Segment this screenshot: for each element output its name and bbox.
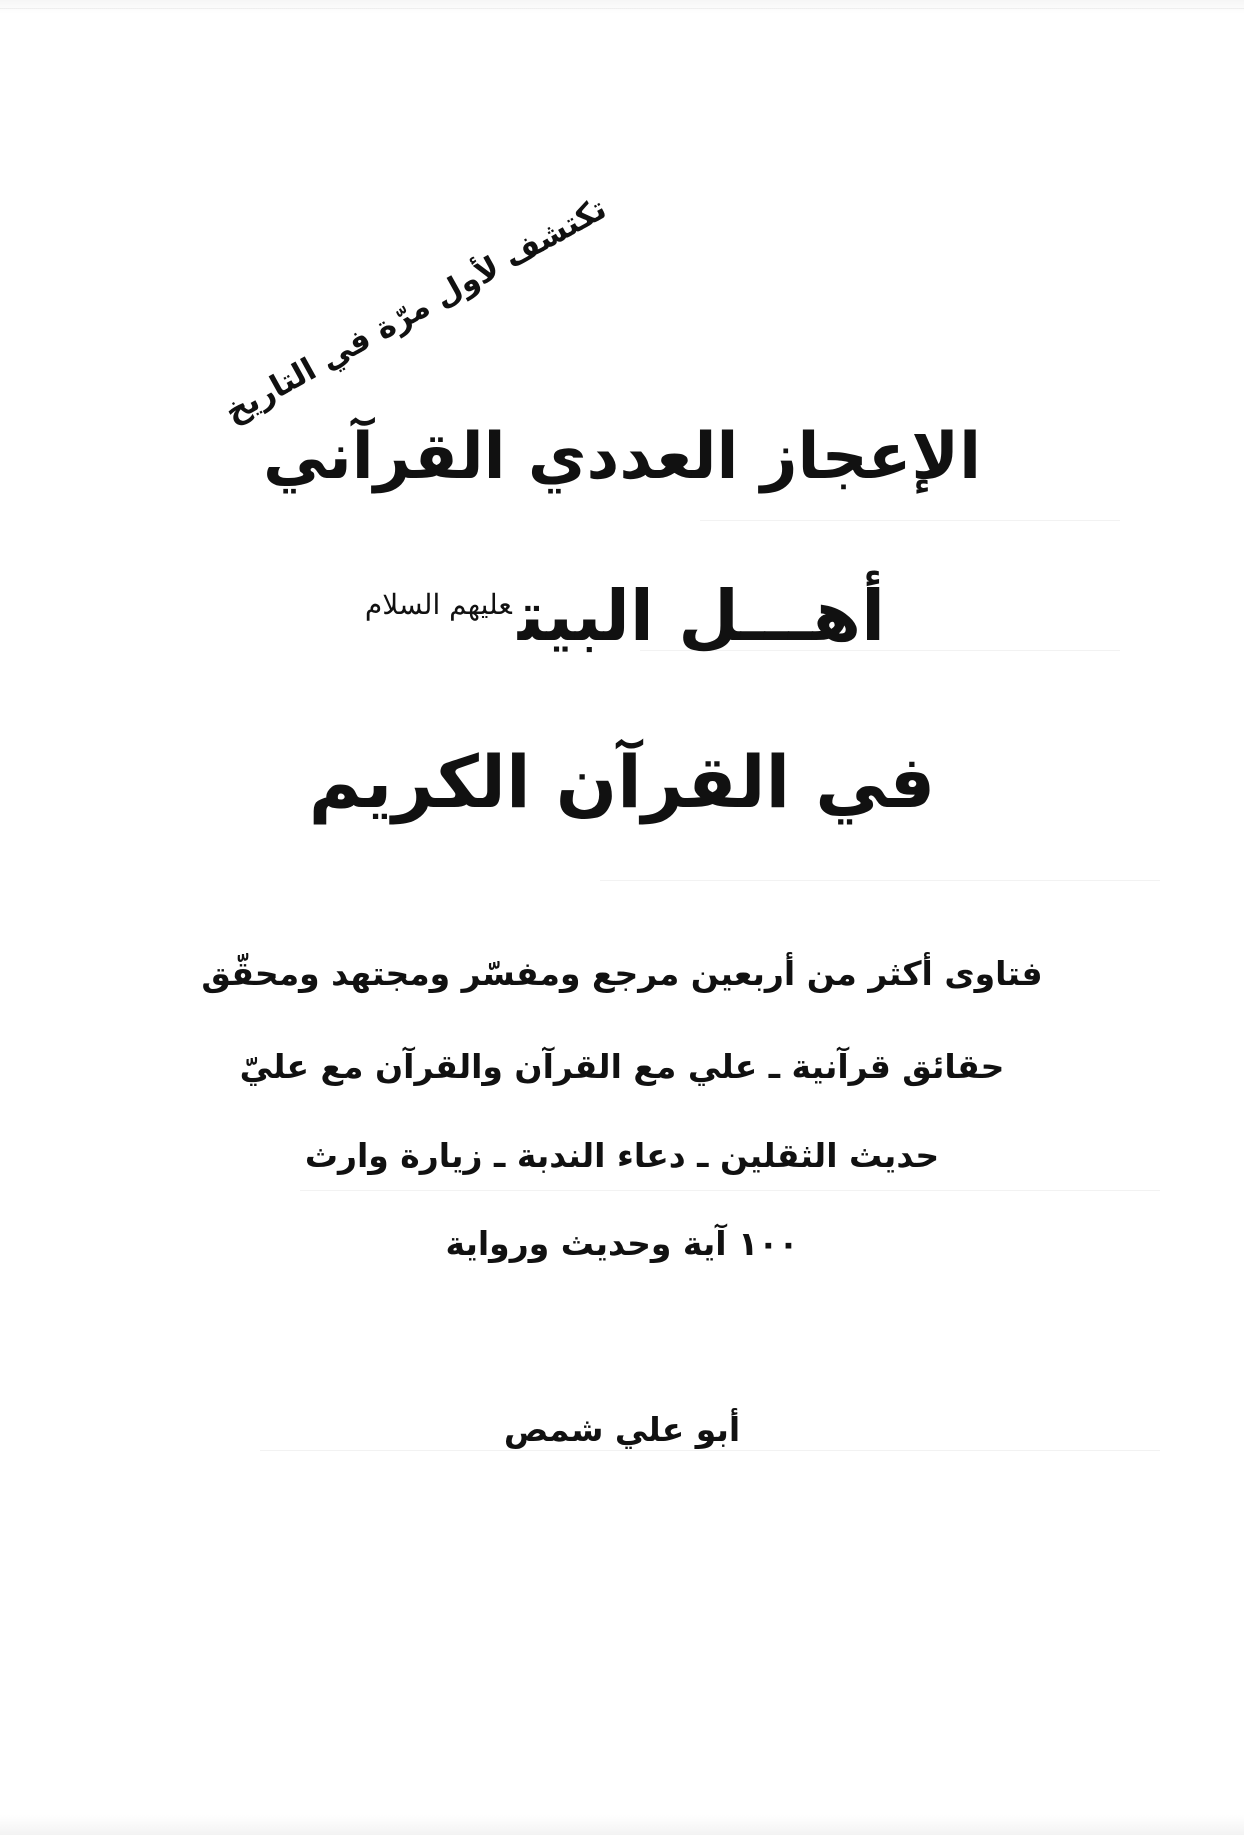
title-line-3: في القرآن الكريم <box>308 740 936 824</box>
show-through-line <box>260 1450 1160 1451</box>
subtitle-line: فتاوى أكثر من أربعين مرجع ومفسّر ومجتهد ومحقّق <box>201 954 1043 993</box>
tagline-stamp: تكتشف لأول مرّة في التاريخ <box>218 190 613 431</box>
show-through-line <box>600 880 1160 881</box>
title-line-2 <box>0 575 1244 657</box>
subtitle-line: حقائق قرآنية ـ علي مع القرآن والقرآن مع عليّ <box>239 1047 1005 1086</box>
title-ahl-al-bayt: أهـــل البيت <box>517 575 886 657</box>
author-name: أبو علي شمص <box>503 1410 741 1449</box>
subtitle-line: ١٠٠ آية وحديث ورواية <box>445 1224 799 1263</box>
subtitle-line: حديث الثقلين ـ دعاء الندبة ـ زيارة وارث <box>304 1136 940 1175</box>
show-through-line <box>700 520 1120 521</box>
paper-edge-shadow <box>0 8 1244 9</box>
show-through-line <box>300 1190 1160 1191</box>
honorific-mark: عليهم السلام <box>364 588 512 621</box>
title-line-1: الإعجاز العددي القرآني <box>263 420 981 494</box>
